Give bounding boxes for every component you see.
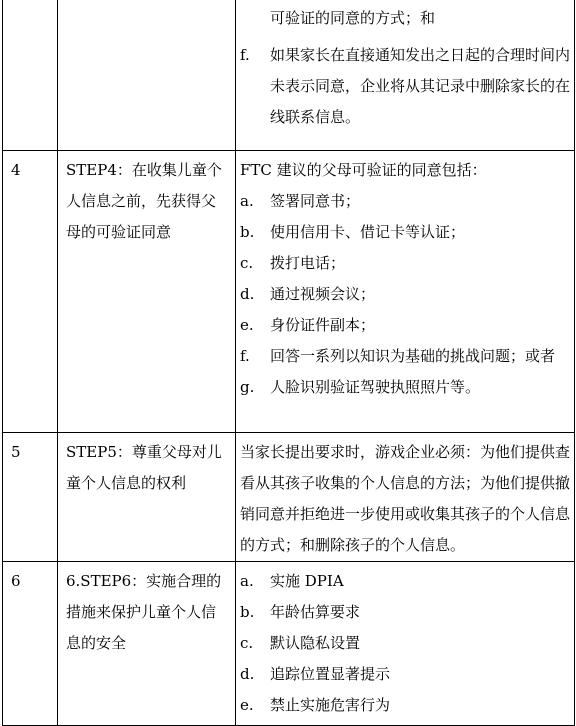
step-title: 6.STEP6：实施合理的措施来保护儿童个人信息的安全	[58, 562, 236, 726]
list-marker: b.	[240, 223, 255, 241]
row-content	[236, 433, 575, 562]
list-text: 年龄估算要求	[270, 603, 361, 621]
row-content	[236, 562, 575, 726]
list-item	[240, 372, 570, 403]
list-text: 禁止实施危害行为	[270, 696, 391, 714]
list-text: 如果家长在直接通知发出之日起的合理时间内未表示同意，企业将从其记录中删除家长的在线联系信息。	[270, 46, 571, 126]
list-marker: b.	[240, 603, 255, 621]
list-marker: a.	[240, 572, 254, 590]
list-item	[240, 628, 570, 659]
list-marker: g.	[240, 378, 255, 396]
list-item	[240, 566, 570, 597]
list-text: 身份证件副本；	[270, 316, 376, 334]
list-text: 实施 DPIA	[270, 572, 344, 590]
list-text: 回答一系列以知识为基础的挑战问题；或者	[270, 347, 556, 365]
list-text: 签署同意书；	[270, 192, 361, 210]
list-item	[240, 217, 570, 248]
row-content	[236, 151, 575, 433]
list-text: 使用信用卡、借记卡等认证；	[270, 223, 466, 241]
table-row	[3, 0, 575, 151]
list-item	[240, 659, 570, 690]
row-number: 6	[3, 562, 58, 726]
row-number	[3, 0, 58, 151]
list-item	[240, 279, 570, 310]
list-text: 默认隐私设置	[270, 634, 361, 652]
list-text: 人脸识别验证驾驶执照照片等。	[270, 378, 481, 396]
row-number: 5	[3, 433, 58, 562]
list-marker: c.	[240, 634, 254, 652]
list-marker: e.	[240, 316, 254, 334]
list-item	[240, 248, 570, 279]
steps-table	[2, 0, 575, 726]
row-number: 4	[3, 151, 58, 433]
list-marker: c.	[240, 254, 254, 272]
list-item	[240, 690, 570, 721]
list-marker: d.	[240, 285, 255, 303]
list-marker: f.	[240, 347, 250, 365]
step-title: STEP4：在收集儿童个人信息之前，先获得父母的可验证同意	[58, 151, 236, 433]
list-marker: a.	[240, 192, 254, 210]
list-text: 拨打电话；	[270, 254, 346, 272]
list-text: 通过视频会议；	[270, 285, 376, 303]
list-marker: e.	[240, 696, 254, 714]
list-marker: f.	[240, 46, 250, 64]
list-text: 追踪位置显著提示	[270, 665, 391, 683]
row-content	[236, 0, 575, 151]
list-item	[240, 186, 570, 217]
table-row	[3, 433, 575, 562]
intro-text: FTC 建议的父母可验证的同意包括：	[240, 161, 487, 179]
list-marker: d.	[240, 665, 255, 683]
table-row	[3, 151, 575, 433]
list-item	[240, 341, 570, 372]
step-title: STEP5：尊重父母对儿童个人信息的权利	[58, 433, 236, 562]
continued-text: 可验证的同意的方式；和	[270, 9, 436, 27]
list-item	[240, 310, 570, 341]
list-item	[240, 597, 570, 628]
table-row	[3, 562, 575, 726]
step-title	[58, 0, 236, 151]
list-item	[240, 40, 570, 133]
paragraph-text: 当家长提出要求时，游戏企业必须：为他们提供查看从其孩子收集的个人信息的方法；为他们提供撤销同意并拒绝进一步使用或收集其孩子的个人信息的方式；和删除孩子的个人信息。	[240, 443, 571, 554]
